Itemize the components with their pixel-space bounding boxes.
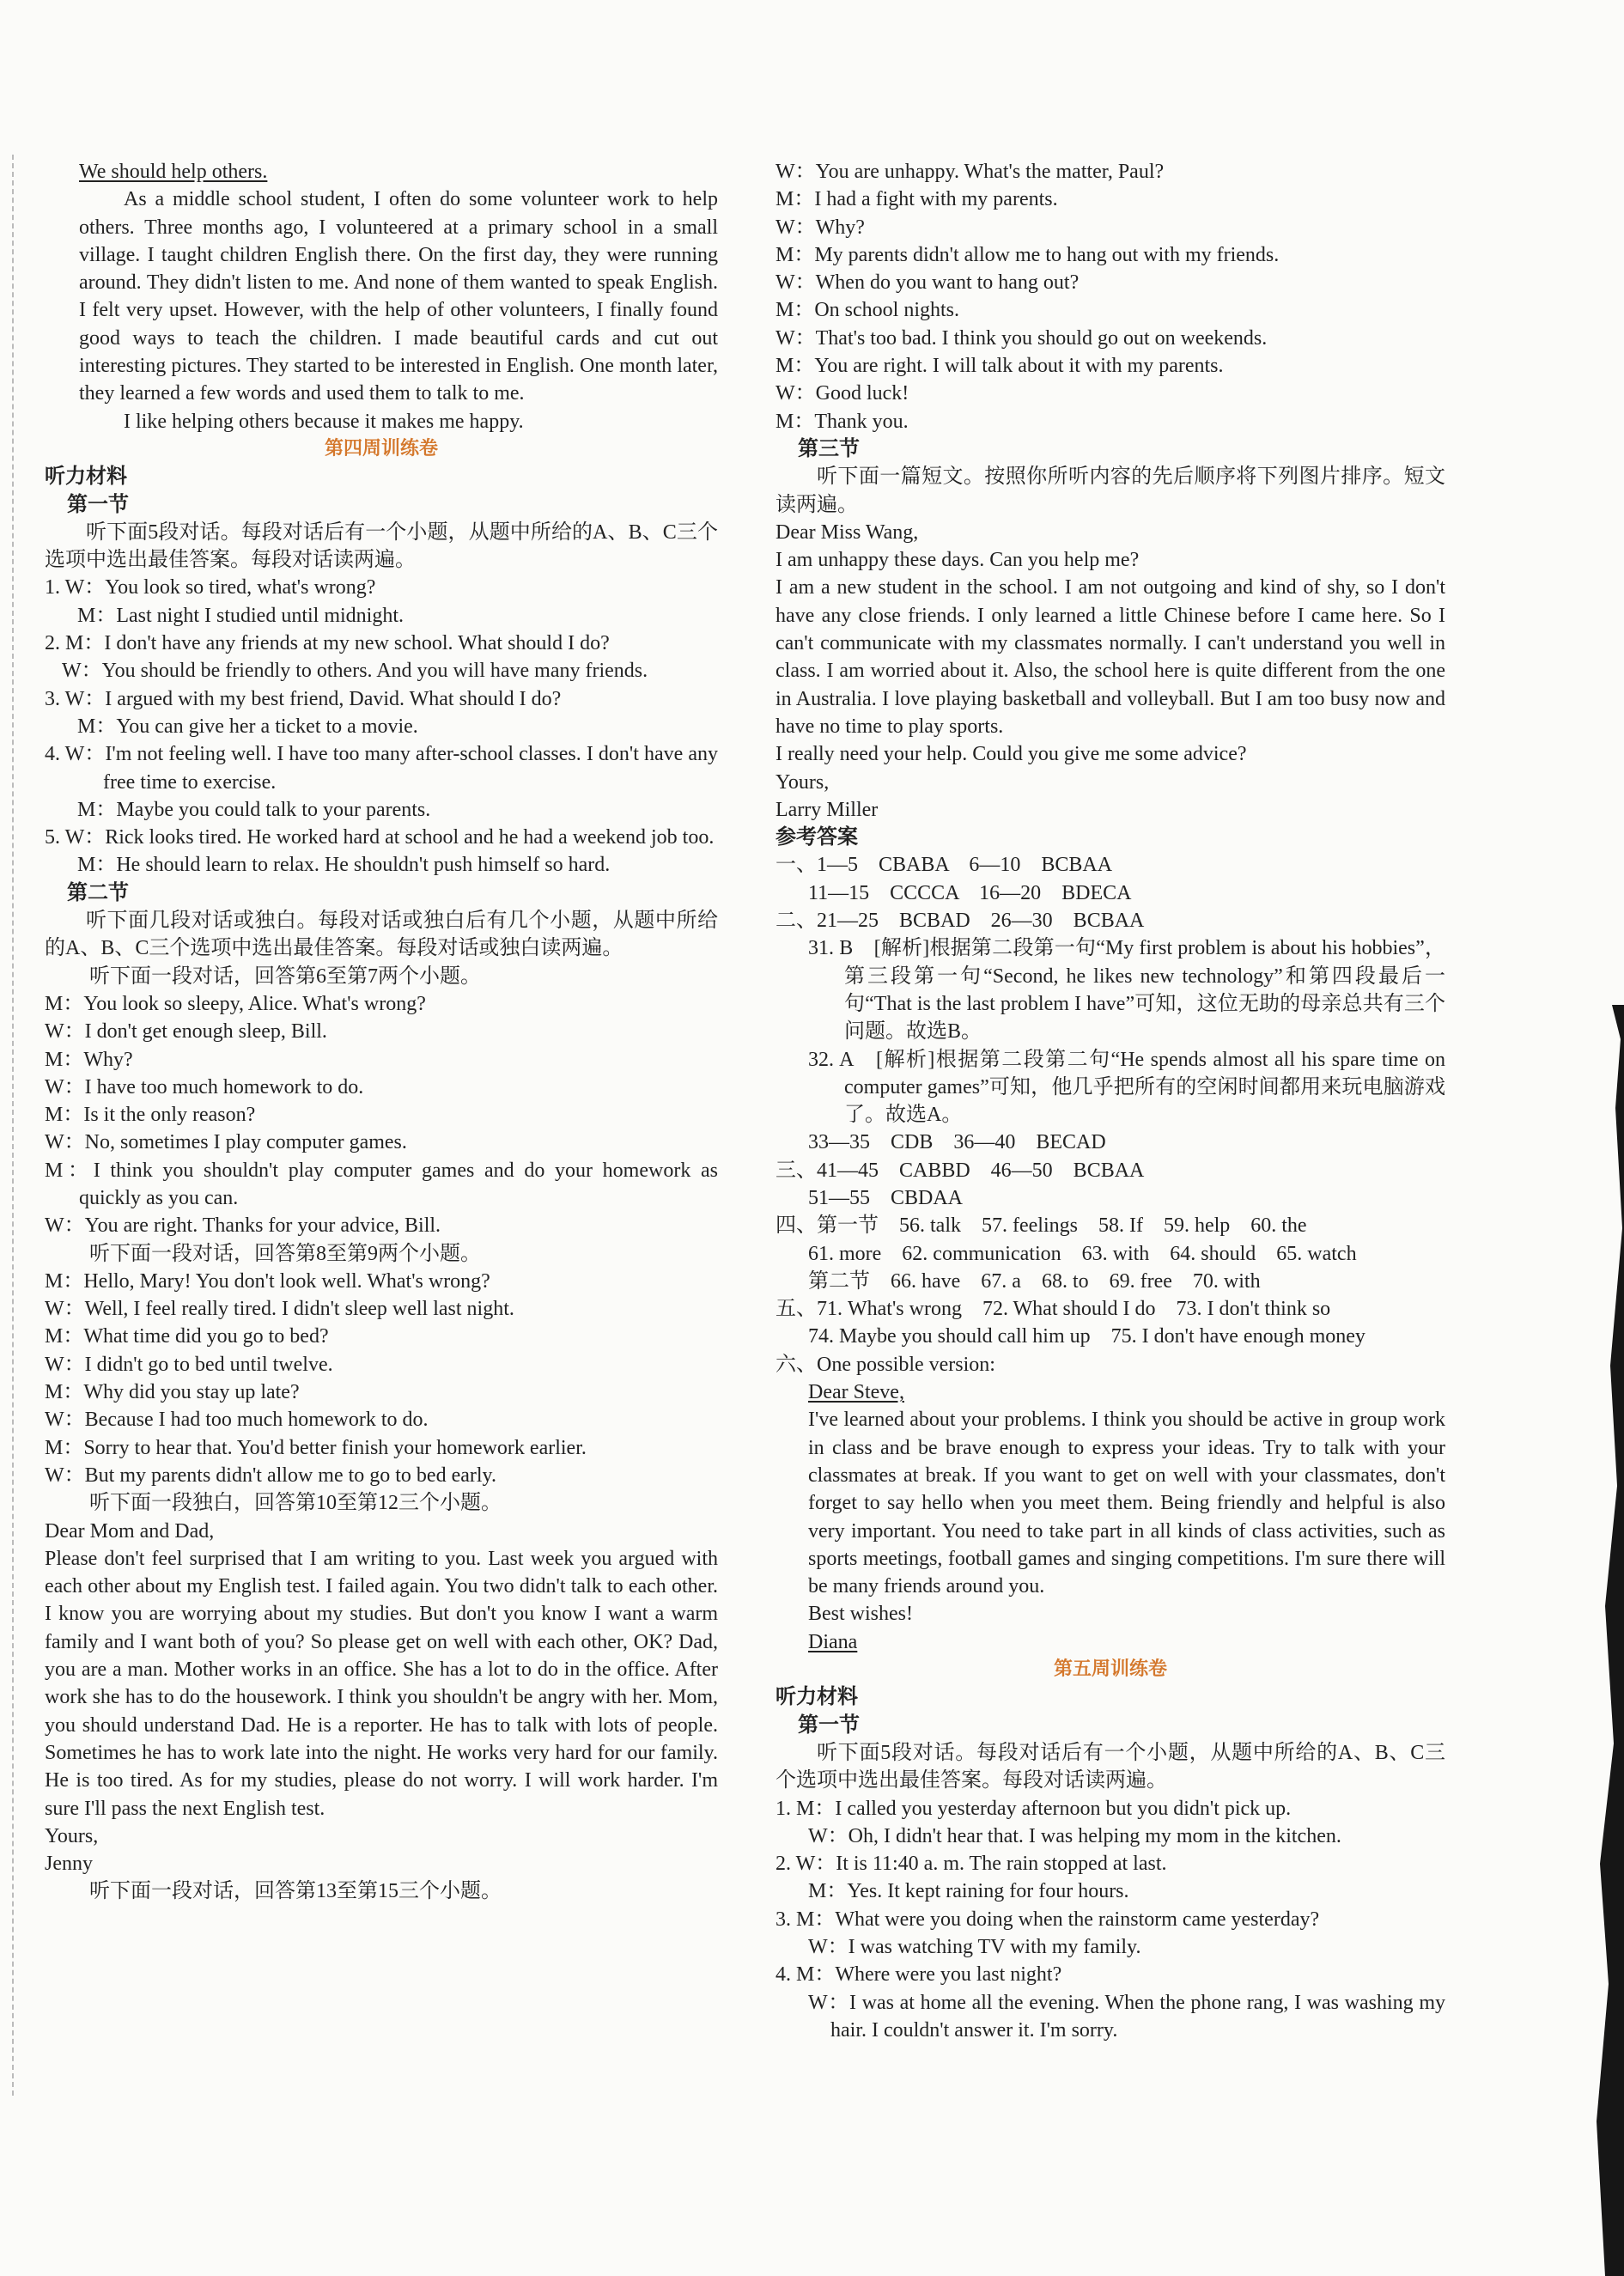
- section-title: 第三节: [798, 437, 860, 460]
- answer-line: 33—35 CDB 36—40 BECAD: [808, 1131, 1106, 1154]
- column-divider: [12, 155, 14, 2096]
- essay-signature-text: Diana: [808, 1630, 858, 1653]
- letter-body: I am a new student in the school. I am not outgoing and kind of shy, so I don't have any close friends. I only learned a little Chinese before I came here. So I can't communicate with my classmates normally. I can't understand you well in class. I am worried about it. Also, the school here is quite different from the one in Australia. I love playing basketball and volleyball. But I am too busy now and have no time to play sports.: [776, 576, 1445, 738]
- letter-body: Please don't feel surprised that I am writing to you. Last week you argued with each other about my English test. I failed again. You two didn't talk to each other. I know you are worrying about my studies. But don't you know I want a warm family and I want both of you? So please get on well with each other, OK? Dad, you are a man. Mother works in an office. She has a lot to do in the office. After work she has to do the housework. I think you shouldn't be angry with her. Mom, you should understand Dad. He is a reporter. He has to talk with lots of people. Sometimes he has to work late into the night. He works very hard for our family. He is too tired. As for my studies, please do not worry. I will work harder. I'm sure I'll pass the next English test.: [45, 1547, 718, 1820]
- dialogue-line: W：I didn't go to bed until twelve.: [45, 1353, 333, 1376]
- answer-line: 三、41—45 CABBD 46—50 BCBAA: [776, 1159, 1145, 1182]
- essay-signature: [776, 1628, 1445, 1656]
- answers-label: 参考答案: [776, 826, 858, 849]
- letter-signature: Larry Miller: [776, 798, 879, 821]
- dialogue-line: M：Yes. It kept raining for four hours.: [808, 1880, 1129, 1903]
- dialogue-line: M：What time did you go to bed?: [45, 1325, 329, 1348]
- listening-label: 听力材料: [45, 466, 127, 489]
- letter-greeting: Dear Mom and Dad,: [45, 1519, 215, 1543]
- dialogue-line: M：Why?: [45, 1048, 133, 1071]
- right-column: [776, 158, 1445, 2044]
- essay-closing: Best wishes!: [808, 1603, 913, 1626]
- dialogue-line: 2. W：It is 11:40 a. m. The rain stopped at last.: [776, 1853, 1167, 1876]
- letter-body: I am unhappy these days. Can you help me?: [776, 549, 1140, 572]
- question-range: 听下面一段对话，回答第6至第7两个小题。: [89, 965, 481, 988]
- listening-label: 听力材料: [776, 1686, 858, 1709]
- dialogue-line: 4. M：Where were you last night?: [776, 1963, 1062, 1987]
- essay-body: I've learned about your problems. I think you should be active in group work in class and be brave enough to express your ideas. Try to talk with your classmates at break. If you want to get on well with your classmates, don't forget to say hello when you meet them. Being friendly and helpful is also very important. You need to take part in all kinds of class activities, such as sports meetings, football games and singing competitions. I'm sure there will be many friends around you.: [808, 1409, 1445, 1598]
- dialogue-line: W：I don't get enough sleep, Bill.: [45, 1020, 327, 1044]
- dialogue-line: W：Well, I feel really tired. I didn't sleep well last night.: [45, 1298, 514, 1321]
- answer-line: 四、第一节 56. talk 57. feelings 58. If 59. help 60. the: [776, 1214, 1307, 1238]
- dialogue-line: W：But my parents didn't allow me to go to bed early.: [45, 1464, 496, 1487]
- dialogue-line: 4. W：I'm not feeling well. I have too many after-school classes. I don't have any free time to exercise.: [45, 743, 718, 794]
- dialogue-line: M：On school nights.: [776, 299, 960, 322]
- letter-signature: Jenny: [45, 1853, 93, 1876]
- dialogue-line: M：Thank you.: [776, 410, 909, 433]
- dialogue-line: W：You should be friendly to others. And you will have many friends.: [62, 660, 648, 683]
- dialogue-line: W：When do you want to hang out?: [776, 271, 1080, 295]
- dialogue-line: W：You are right. Thanks for your advice, Bill.: [45, 1214, 441, 1238]
- dialogue-line: M：He should learn to relax. He shouldn't push himself so hard.: [77, 854, 611, 877]
- dialogue-line: M：You look so sleepy, Alice. What's wrong?: [45, 992, 426, 1015]
- dialogue-line: W：You are unhappy. What's the matter, Paul?: [776, 161, 1165, 183]
- section-title: 第一节: [67, 493, 129, 516]
- instruction: 听下面5段对话。每段对话后有一个小题，从题中所给的A、B、C三个选项中选出最佳答案。每段对话读两遍。: [45, 520, 718, 572]
- answer-line: 51—55 CBDAA: [808, 1186, 964, 1209]
- dialogue-line: W：Because I had too much homework to do.: [45, 1409, 429, 1432]
- instruction: 听下面一篇短文。按照你所听内容的先后顺序将下列图片排序。短文读两遍。: [776, 466, 1445, 516]
- dialogue-line: W：Oh, I didn't hear that. I was helping my mom in the kitchen.: [808, 1824, 1341, 1847]
- dialogue-line: M：I think you shouldn't play computer games and do your homework as quickly as you can.: [45, 1159, 718, 1209]
- letter-closing: Yours,: [45, 1824, 99, 1847]
- answer-line: 一、1—5 CBABA 6—10 BCBAA: [776, 854, 1113, 877]
- dialogue-line: M：Sorry to hear that. You'd better finish your homework earlier.: [45, 1436, 587, 1459]
- question-range: 听下面一段独白，回答第10至第12三个小题。: [89, 1492, 502, 1515]
- dialogue-line: M：Is it the only reason?: [45, 1104, 256, 1127]
- answer-line: 第二节 66. have 67. a 68. to 69. free 70. with: [808, 1269, 1261, 1293]
- letter-closing: Yours,: [776, 770, 830, 794]
- dialogue-line: M：Maybe you could talk to your parents.: [77, 798, 431, 821]
- instruction: 听下面几段对话或独白。每段对话或独白后有几个小题，从题中所给的A、B、C三个选项中选出最佳答案。每段对话或独白读两遍。: [45, 910, 718, 960]
- letter-body: I really need your help. Could you give me some advice?: [776, 743, 1247, 766]
- letter-greeting: Dear Miss Wang,: [776, 520, 919, 544]
- dialogue-line: 3. M：What were you doing when the rainstorm came yesterday?: [776, 1908, 1320, 1931]
- dialogue-line: M：You can give her a ticket to a movie.: [77, 715, 418, 738]
- essay-greeting: Dear Steve,: [808, 1381, 904, 1404]
- dialogue-line: W：I have too much homework to do.: [45, 1075, 364, 1098]
- section-title: 第二节: [67, 881, 129, 904]
- section-title: 第一节: [798, 1713, 860, 1737]
- dialogue-line: M：Hello, Mary! You don't look well. What's wrong?: [45, 1269, 490, 1293]
- answer-line: 61. more 62. communication 63. with 64. should 65. watch: [808, 1242, 1357, 1265]
- dialogue-line: 5. W：Rick looks tired. He worked hard at school and he had a weekend job too.: [45, 826, 715, 849]
- answer-line: 六、One possible version:: [776, 1353, 995, 1376]
- essay-paragraph: As a middle school student, I often do some volunteer work to help others. Three months ago, I volunteered at a primary school in a small village. I taught children English there. On the first day, they were running around. They didn't listen to me. And none of them wanted to speak English. I felt very upset. However, with the help of other volunteers, I finally found good ways to teach the children. I made beautiful cards and cut out interesting pictures. They started to be interested in English. One month later, they learned a few words and used them to talk to me.: [79, 188, 718, 405]
- question-range: 听下面一段对话，回答第8至第9两个小题。: [89, 1242, 481, 1265]
- week5-title: 第五周训练卷: [1053, 1658, 1167, 1681]
- week4-title: 第四周训练卷: [324, 437, 438, 459]
- dialogue-line: M：I had a fight with my parents.: [776, 188, 1058, 211]
- scan-shadow-edge: [1571, 1005, 1624, 2276]
- dialogue-line: M：Last night I studied until midnight.: [77, 604, 404, 627]
- dialogue-line: W：No, sometimes I play computer games.: [45, 1131, 407, 1154]
- answer-line: 二、21—25 BCBAD 26—30 BCBAA: [776, 910, 1145, 933]
- dialogue-line: 1. M：I called you yesterday afternoon but you didn't pick up.: [776, 1797, 1292, 1820]
- essay-title: We should help others.: [79, 161, 268, 183]
- question-range: 听下面一段对话，回答第13至第15三个小题。: [89, 1880, 502, 1903]
- dialogue-line: 1. W：You look so tired, what's wrong?: [45, 576, 376, 599]
- dialogue-line: W：I was at home all the evening. When the phone rang, I was washing my hair. I couldn't answer it. I'm sorry.: [808, 1991, 1445, 2042]
- answer-line: 74. Maybe you should call him up 75. I don't have enough money: [808, 1325, 1365, 1348]
- dialogue-line: M：You are right. I will talk about it with my parents.: [776, 355, 1224, 378]
- left-column: [45, 158, 718, 1906]
- dialogue-line: W：That's too bad. I think you should go out on weekends.: [776, 326, 1268, 350]
- dialogue-line: M：Why did you stay up late?: [45, 1381, 300, 1404]
- dialogue-line: W：I was watching TV with my family.: [808, 1936, 1141, 1958]
- answer-explanation: 32. A [解析]根据第二段第二句“He spends almost all his spare time on computer games”可知，他几乎把所有的空闲时间都用来玩电脑游戏了。故选A。: [808, 1048, 1445, 1127]
- essay-paragraph: I like helping others because it makes me happy.: [124, 410, 524, 433]
- answer-line: 11—15 CCCCA 16—20 BDECA: [808, 881, 1132, 904]
- instruction: 听下面5段对话。每段对话后有一个小题，从题中所给的A、B、C三个选项中选出最佳答案。每段对话读两遍。: [776, 1741, 1445, 1792]
- dialogue-line: W：Good luck!: [776, 382, 909, 405]
- dialogue-line: 2. M：I don't have any friends at my new school. What should I do?: [45, 632, 610, 655]
- answer-explanation: 31. B [解析]根据第二段第一句“My first problem is about his hobbies”，第三段第一句“Second, he likes new technology”和第四段最后一句“That is the last problem I have”可知，这位无助的母亲总共有三个问题。故选B。: [808, 937, 1445, 1044]
- dialogue-line: W：Why?: [776, 216, 865, 239]
- dialogue-line: 3. W：I argued with my best friend, David. What should I do?: [45, 687, 562, 710]
- answer-line: 五、71. What's wrong 72. What should I do 73. I don't think so: [776, 1298, 1331, 1321]
- dialogue-line: M：My parents didn't allow me to hang out with my friends.: [776, 243, 1280, 266]
